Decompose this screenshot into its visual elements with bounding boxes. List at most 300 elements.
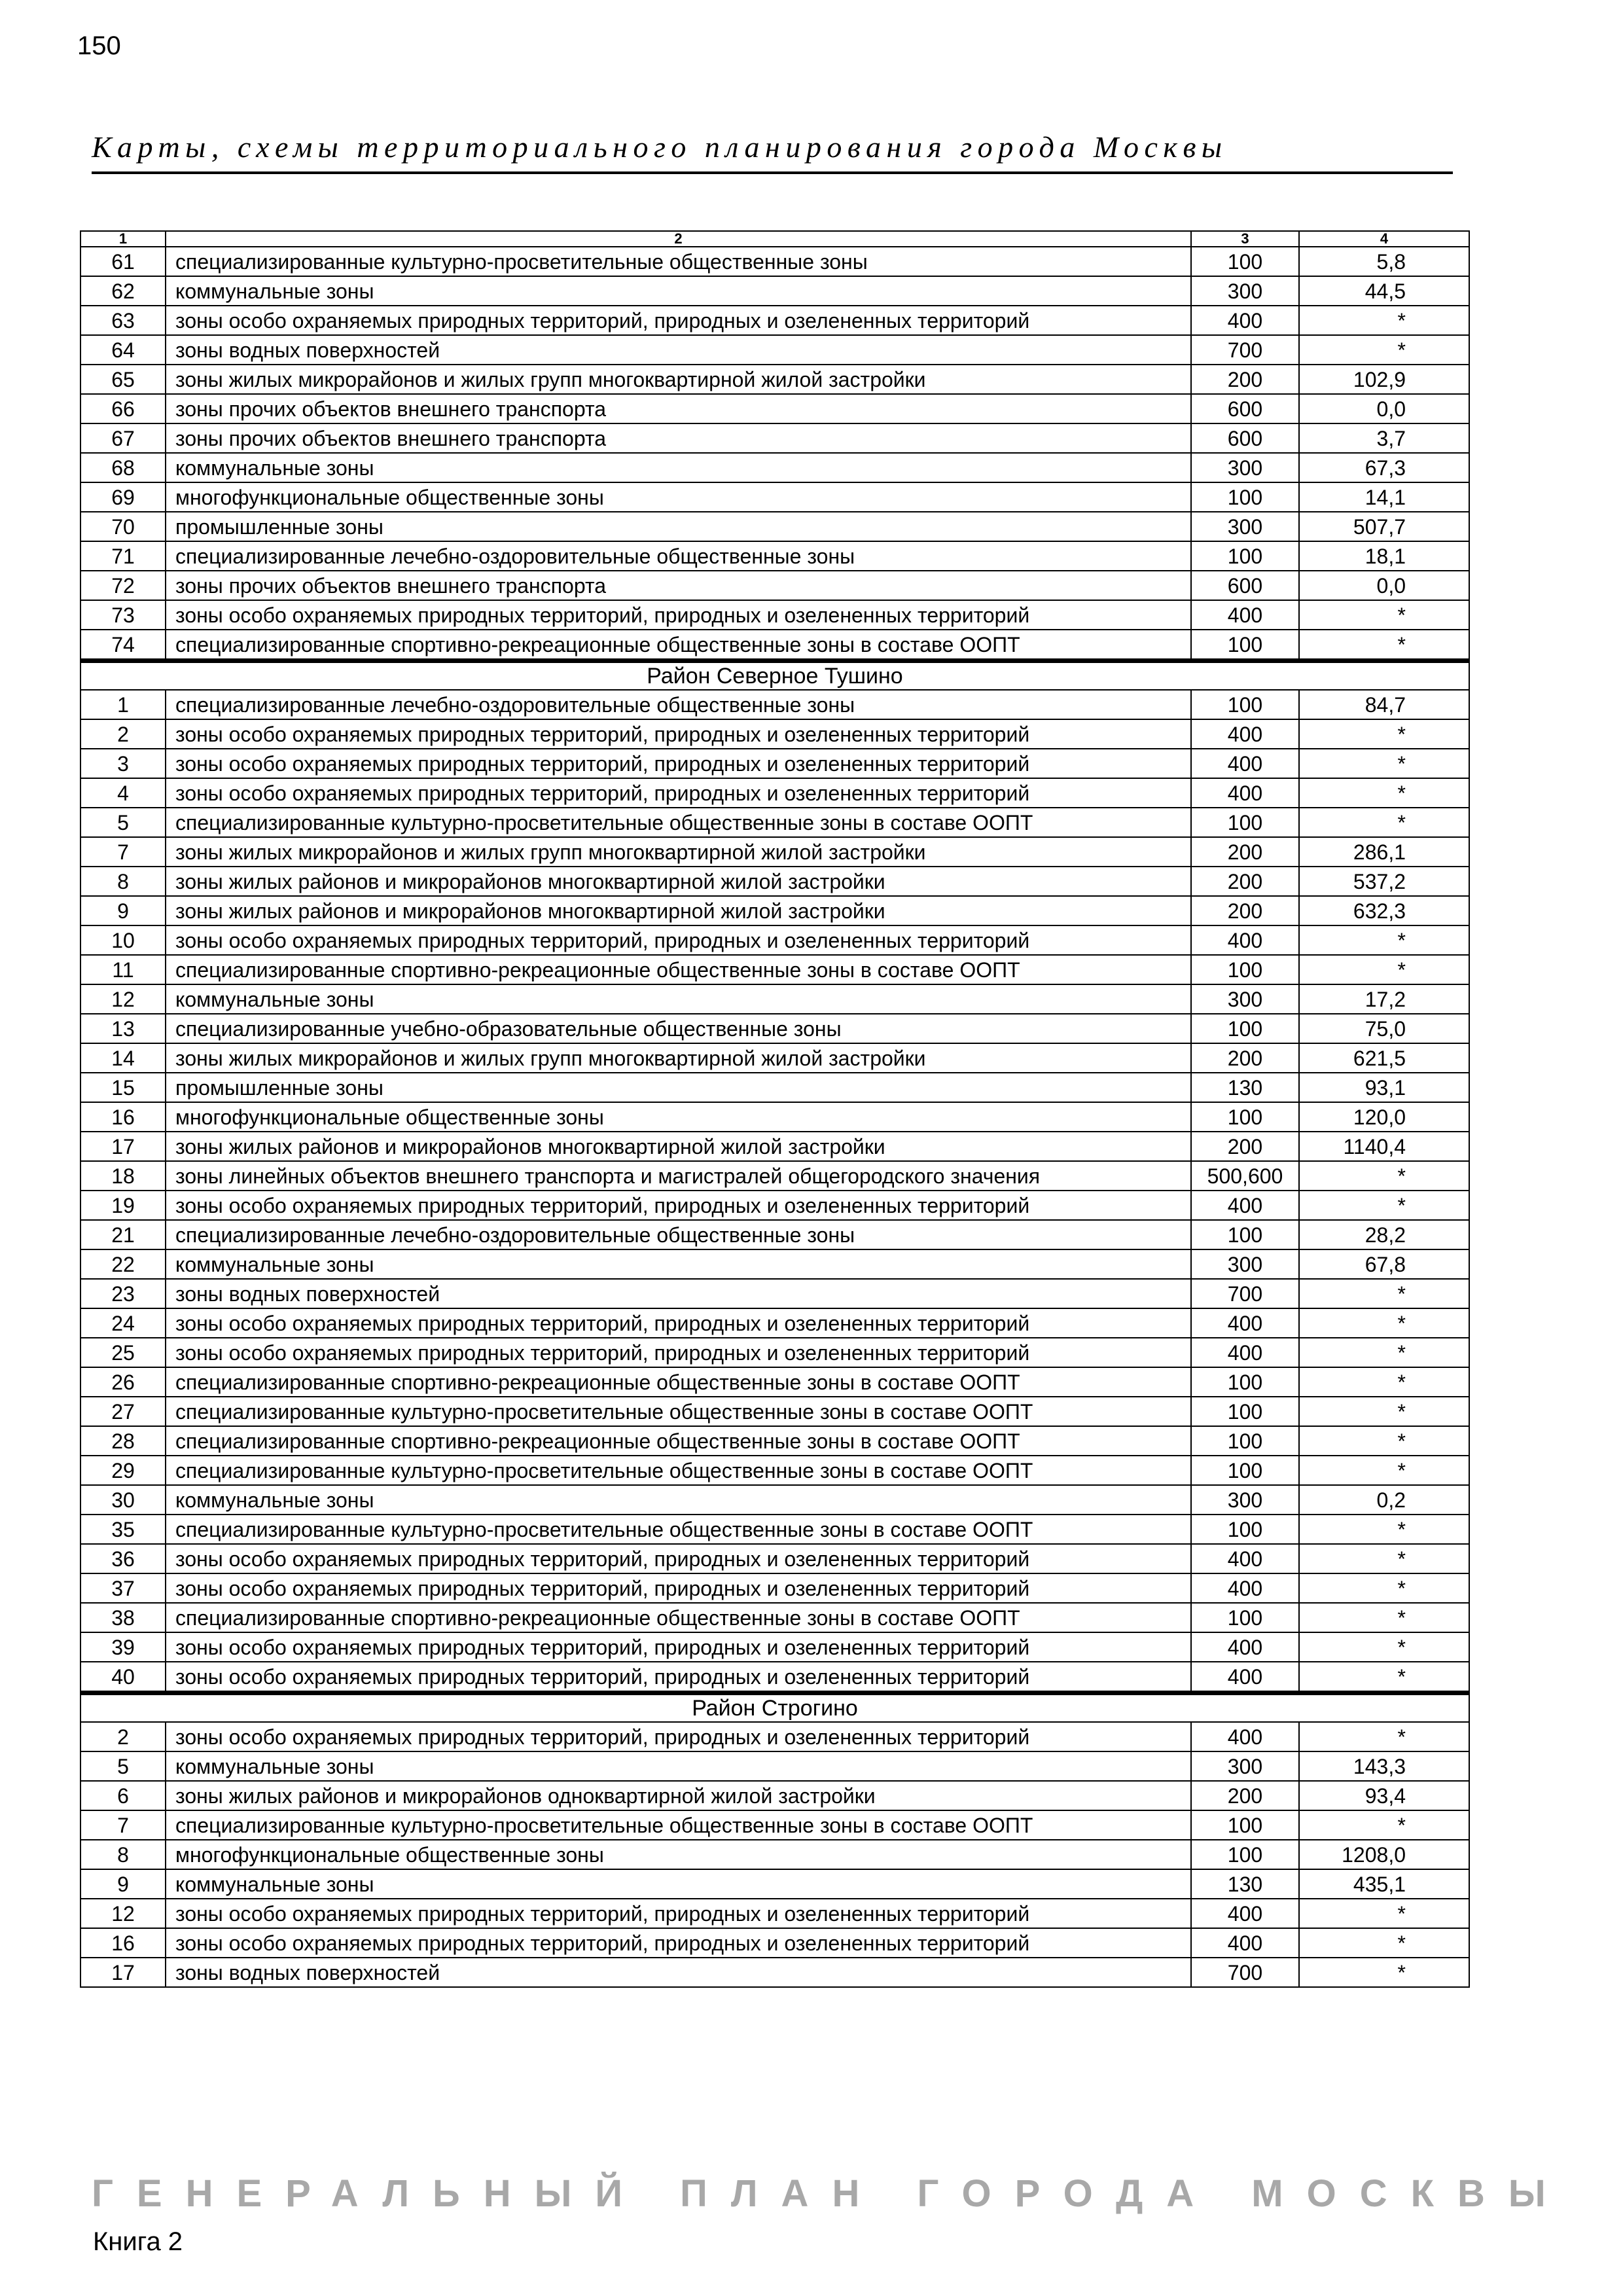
zone-code-cell: 200 bbox=[1191, 1043, 1299, 1073]
zone-area-cell: * bbox=[1299, 1338, 1469, 1367]
zone-type-cell: коммунальные зоны bbox=[166, 984, 1191, 1014]
table-row bbox=[80, 1249, 1469, 1279]
zone-area-cell: 93,4 bbox=[1299, 1781, 1469, 1810]
zone-code-cell: 100 bbox=[1191, 1456, 1299, 1485]
zone-code-cell: 100 bbox=[1191, 1810, 1299, 1840]
zone-code-cell: 700 bbox=[1191, 335, 1299, 365]
table-row bbox=[80, 808, 1469, 837]
zone-area-cell: 0,0 bbox=[1299, 394, 1469, 423]
zone-number-cell: 13 bbox=[80, 1014, 166, 1043]
table-row bbox=[80, 335, 1469, 365]
zone-code-cell: 200 bbox=[1191, 365, 1299, 394]
zone-area-cell: * bbox=[1299, 1899, 1469, 1928]
zone-number-cell: 3 bbox=[80, 749, 166, 778]
zone-number-cell: 12 bbox=[80, 984, 166, 1014]
zone-type-cell: промышленные зоны bbox=[166, 1073, 1191, 1102]
zone-code-cell: 100 bbox=[1191, 955, 1299, 984]
zone-code-cell: 100 bbox=[1191, 808, 1299, 837]
table-row bbox=[80, 247, 1469, 276]
zone-area-cell: * bbox=[1299, 749, 1469, 778]
zone-number-cell: 72 bbox=[80, 571, 166, 600]
zone-code-cell: 300 bbox=[1191, 453, 1299, 482]
table-row bbox=[80, 541, 1469, 571]
zone-number-cell: 12 bbox=[80, 1899, 166, 1928]
zone-area-cell: * bbox=[1299, 1308, 1469, 1338]
zone-code-cell: 400 bbox=[1191, 1899, 1299, 1928]
zone-code-cell: 100 bbox=[1191, 630, 1299, 661]
zone-number-cell: 39 bbox=[80, 1632, 166, 1662]
table-row bbox=[80, 1397, 1469, 1426]
table-row bbox=[80, 1102, 1469, 1132]
zone-number-cell: 61 bbox=[80, 247, 166, 276]
zone-area-cell: * bbox=[1299, 1573, 1469, 1603]
zones-table bbox=[80, 230, 1470, 1988]
zone-area-cell: 435,1 bbox=[1299, 1869, 1469, 1899]
zone-area-cell: * bbox=[1299, 1279, 1469, 1308]
table-row bbox=[80, 276, 1469, 306]
table-row bbox=[80, 1781, 1469, 1810]
column-header: 3 bbox=[1191, 231, 1299, 247]
zone-type-cell: специализированные спортивно-рекреационные общественные зоны в составе ООПТ bbox=[166, 630, 1191, 661]
table-row bbox=[80, 1632, 1469, 1662]
zone-number-cell: 22 bbox=[80, 1249, 166, 1279]
column-header: 2 bbox=[166, 231, 1191, 247]
zone-area-cell: 18,1 bbox=[1299, 541, 1469, 571]
zone-area-cell: * bbox=[1299, 630, 1469, 661]
table-row bbox=[80, 749, 1469, 778]
table-row bbox=[80, 1014, 1469, 1043]
zone-type-cell: коммунальные зоны bbox=[166, 1249, 1191, 1279]
table-row bbox=[80, 1161, 1469, 1191]
zone-number-cell: 24 bbox=[80, 1308, 166, 1338]
zone-type-cell: зоны прочих объектов внешнего транспорта bbox=[166, 394, 1191, 423]
zone-code-cell: 600 bbox=[1191, 394, 1299, 423]
zone-area-cell: 286,1 bbox=[1299, 837, 1469, 867]
zone-area-cell: 3,7 bbox=[1299, 423, 1469, 453]
table-row bbox=[80, 1456, 1469, 1485]
zone-type-cell: зоны прочих объектов внешнего транспорта bbox=[166, 423, 1191, 453]
zone-area-cell: 67,8 bbox=[1299, 1249, 1469, 1279]
table-row bbox=[80, 1191, 1469, 1220]
title-rule bbox=[92, 171, 1453, 174]
zone-type-cell: зоны линейных объектов внешнего транспорта и магистралей общегородского значения bbox=[166, 1161, 1191, 1191]
zone-number-cell: 5 bbox=[80, 1751, 166, 1781]
zone-number-cell: 14 bbox=[80, 1043, 166, 1073]
table-row bbox=[80, 984, 1469, 1014]
zone-code-cell: 100 bbox=[1191, 1397, 1299, 1426]
zone-code-cell: 400 bbox=[1191, 1722, 1299, 1751]
zone-type-cell: многофункциональные общественные зоны bbox=[166, 482, 1191, 512]
district-title: Район Северное Тушино bbox=[80, 661, 1469, 691]
zone-code-cell: 400 bbox=[1191, 1632, 1299, 1662]
table-row bbox=[80, 1810, 1469, 1840]
zone-area-cell: 67,3 bbox=[1299, 453, 1469, 482]
zone-type-cell: специализированные лечебно-оздоровительные общественные зоны bbox=[166, 541, 1191, 571]
zone-code-cell: 100 bbox=[1191, 1840, 1299, 1869]
zone-number-cell: 67 bbox=[80, 423, 166, 453]
zone-number-cell: 7 bbox=[80, 837, 166, 867]
table-row bbox=[80, 1279, 1469, 1308]
zone-code-cell: 400 bbox=[1191, 600, 1299, 630]
zone-number-cell: 11 bbox=[80, 955, 166, 984]
zone-code-cell: 400 bbox=[1191, 1308, 1299, 1338]
zone-number-cell: 40 bbox=[80, 1662, 166, 1693]
zone-number-cell: 70 bbox=[80, 512, 166, 541]
zone-number-cell: 66 bbox=[80, 394, 166, 423]
zone-code-cell: 400 bbox=[1191, 1573, 1299, 1603]
zone-area-cell: * bbox=[1299, 335, 1469, 365]
zone-type-cell: многофункциональные общественные зоны bbox=[166, 1102, 1191, 1132]
zone-area-cell: * bbox=[1299, 1456, 1469, 1485]
zone-number-cell: 30 bbox=[80, 1485, 166, 1515]
district-title: Район Строгино bbox=[80, 1693, 1469, 1723]
district-section-row bbox=[80, 1693, 1469, 1723]
zone-code-cell: 400 bbox=[1191, 925, 1299, 955]
zone-type-cell: специализированные спортивно-рекреационные общественные зоны в составе ООПТ bbox=[166, 955, 1191, 984]
zone-code-cell: 300 bbox=[1191, 1249, 1299, 1279]
zone-area-cell: * bbox=[1299, 1397, 1469, 1426]
zone-area-cell: 1208,0 bbox=[1299, 1840, 1469, 1869]
zone-code-cell: 100 bbox=[1191, 690, 1299, 719]
zone-type-cell: специализированные культурно-просветительные общественные зоны в составе ООПТ bbox=[166, 1397, 1191, 1426]
zone-number-cell: 69 bbox=[80, 482, 166, 512]
zone-type-cell: зоны особо охраняемых природных территорий, природных и озелененных территорий bbox=[166, 925, 1191, 955]
zone-number-cell: 65 bbox=[80, 365, 166, 394]
table-row bbox=[80, 1928, 1469, 1958]
table-row bbox=[80, 778, 1469, 808]
zone-area-cell: * bbox=[1299, 1632, 1469, 1662]
zone-area-cell: 44,5 bbox=[1299, 276, 1469, 306]
zone-area-cell: 537,2 bbox=[1299, 867, 1469, 896]
zone-number-cell: 16 bbox=[80, 1102, 166, 1132]
zone-number-cell: 8 bbox=[80, 867, 166, 896]
zone-type-cell: зоны особо охраняемых природных территорий, природных и озелененных территорий bbox=[166, 1662, 1191, 1693]
zone-area-cell: * bbox=[1299, 600, 1469, 630]
zone-area-cell: * bbox=[1299, 1191, 1469, 1220]
zone-type-cell: специализированные культурно-просветительные общественные зоны в составе ООПТ bbox=[166, 1810, 1191, 1840]
zone-code-cell: 400 bbox=[1191, 778, 1299, 808]
zone-code-cell: 400 bbox=[1191, 1338, 1299, 1367]
zones-table-container bbox=[80, 230, 1469, 1988]
table-row bbox=[80, 896, 1469, 925]
zone-number-cell: 27 bbox=[80, 1397, 166, 1426]
zone-type-cell: многофункциональные общественные зоны bbox=[166, 1840, 1191, 1869]
zone-type-cell: зоны жилых микрорайонов и жилых групп многоквартирной жилой застройки bbox=[166, 837, 1191, 867]
page-number: 150 bbox=[77, 31, 121, 60]
zone-number-cell: 73 bbox=[80, 600, 166, 630]
zone-type-cell: зоны особо охраняемых природных территорий, природных и озелененных территорий bbox=[166, 719, 1191, 749]
table-row bbox=[80, 867, 1469, 896]
table-row bbox=[80, 1485, 1469, 1515]
zone-number-cell: 17 bbox=[80, 1958, 166, 1987]
zone-number-cell: 68 bbox=[80, 453, 166, 482]
zone-area-cell: * bbox=[1299, 719, 1469, 749]
zone-type-cell: промышленные зоны bbox=[166, 512, 1191, 541]
zone-number-cell: 28 bbox=[80, 1426, 166, 1456]
zone-number-cell: 37 bbox=[80, 1573, 166, 1603]
zone-type-cell: зоны особо охраняемых природных территорий, природных и озелененных территорий bbox=[166, 1338, 1191, 1367]
zone-type-cell: зоны особо охраняемых природных территорий, природных и озелененных территорий bbox=[166, 306, 1191, 335]
zone-type-cell: зоны особо охраняемых природных территорий, природных и озелененных территорий bbox=[166, 778, 1191, 808]
zone-number-cell: 74 bbox=[80, 630, 166, 661]
zone-type-cell: зоны прочих объектов внешнего транспорта bbox=[166, 571, 1191, 600]
zone-area-cell: * bbox=[1299, 1928, 1469, 1958]
zone-number-cell: 35 bbox=[80, 1515, 166, 1544]
zone-code-cell: 100 bbox=[1191, 1603, 1299, 1632]
zone-number-cell: 23 bbox=[80, 1279, 166, 1308]
zone-area-cell: 143,3 bbox=[1299, 1751, 1469, 1781]
zone-type-cell: специализированные культурно-просветительные общественные зоны в составе ООПТ bbox=[166, 808, 1191, 837]
zone-code-cell: 130 bbox=[1191, 1869, 1299, 1899]
table-row bbox=[80, 1869, 1469, 1899]
zone-type-cell: зоны водных поверхностей bbox=[166, 1958, 1191, 1987]
zone-area-cell: * bbox=[1299, 1722, 1469, 1751]
zone-type-cell: специализированные спортивно-рекреационные общественные зоны в составе ООПТ bbox=[166, 1367, 1191, 1397]
zone-area-cell: * bbox=[1299, 1603, 1469, 1632]
zone-type-cell: зоны жилых микрорайонов и жилых групп многоквартирной жилой застройки bbox=[166, 1043, 1191, 1073]
zone-number-cell: 9 bbox=[80, 896, 166, 925]
footer-book-label: Книга 2 bbox=[93, 2227, 183, 2256]
zone-area-cell: * bbox=[1299, 1161, 1469, 1191]
zone-code-cell: 300 bbox=[1191, 1751, 1299, 1781]
table-row bbox=[80, 1603, 1469, 1632]
table-row bbox=[80, 1751, 1469, 1781]
zone-number-cell: 1 bbox=[80, 690, 166, 719]
zone-type-cell: зоны жилых микрорайонов и жилых групп многоквартирной жилой застройки bbox=[166, 365, 1191, 394]
zone-area-cell: * bbox=[1299, 808, 1469, 837]
zone-type-cell: зоны особо охраняемых природных территорий, природных и озелененных территорий bbox=[166, 1544, 1191, 1573]
zone-code-cell: 400 bbox=[1191, 719, 1299, 749]
zone-type-cell: зоны особо охраняемых природных территорий, природных и озелененных территорий bbox=[166, 1308, 1191, 1338]
zone-type-cell: зоны особо охраняемых природных территорий, природных и озелененных территорий bbox=[166, 1722, 1191, 1751]
zone-type-cell: зоны особо охраняемых природных территорий, природных и озелененных территорий bbox=[166, 1928, 1191, 1958]
zone-code-cell: 100 bbox=[1191, 1367, 1299, 1397]
zone-area-cell: 621,5 bbox=[1299, 1043, 1469, 1073]
zone-area-cell: * bbox=[1299, 306, 1469, 335]
zone-area-cell: * bbox=[1299, 778, 1469, 808]
zone-type-cell: зоны водных поверхностей bbox=[166, 1279, 1191, 1308]
zone-type-cell: коммунальные зоны bbox=[166, 1751, 1191, 1781]
zone-code-cell: 600 bbox=[1191, 423, 1299, 453]
zone-number-cell: 29 bbox=[80, 1456, 166, 1485]
table-row bbox=[80, 1073, 1469, 1102]
zone-type-cell: зоны жилых районов и микрорайонов одноквартирной жилой застройки bbox=[166, 1781, 1191, 1810]
zone-type-cell: зоны особо охраняемых природных территорий, природных и озелененных территорий bbox=[166, 749, 1191, 778]
zone-area-cell: 507,7 bbox=[1299, 512, 1469, 541]
zone-code-cell: 200 bbox=[1191, 896, 1299, 925]
zone-code-cell: 100 bbox=[1191, 1014, 1299, 1043]
zone-area-cell: * bbox=[1299, 955, 1469, 984]
table-row bbox=[80, 453, 1469, 482]
zone-area-cell: 120,0 bbox=[1299, 1102, 1469, 1132]
zone-number-cell: 17 bbox=[80, 1132, 166, 1161]
zone-area-cell: * bbox=[1299, 1426, 1469, 1456]
zone-type-cell: специализированные культурно-просветительные общественные зоны в составе ООПТ bbox=[166, 1515, 1191, 1544]
zone-area-cell: * bbox=[1299, 1958, 1469, 1987]
table-row bbox=[80, 1544, 1469, 1573]
zone-code-cell: 700 bbox=[1191, 1279, 1299, 1308]
table-row bbox=[80, 1958, 1469, 1987]
column-header: 4 bbox=[1299, 231, 1469, 247]
zone-number-cell: 26 bbox=[80, 1367, 166, 1397]
zone-type-cell: коммунальные зоны bbox=[166, 453, 1191, 482]
zone-number-cell: 2 bbox=[80, 719, 166, 749]
table-row bbox=[80, 512, 1469, 541]
zone-type-cell: зоны водных поверхностей bbox=[166, 335, 1191, 365]
zone-code-cell: 200 bbox=[1191, 1781, 1299, 1810]
table-row bbox=[80, 1899, 1469, 1928]
zone-type-cell: специализированные культурно-просветительные общественные зоны в составе ООПТ bbox=[166, 1456, 1191, 1485]
zone-area-cell: 93,1 bbox=[1299, 1073, 1469, 1102]
zone-area-cell: 75,0 bbox=[1299, 1014, 1469, 1043]
zone-type-cell: зоны особо охраняемых природных территорий, природных и озелененных территорий bbox=[166, 1573, 1191, 1603]
zone-type-cell: специализированные спортивно-рекреационные общественные зоны в составе ООПТ bbox=[166, 1603, 1191, 1632]
table-row bbox=[80, 630, 1469, 661]
table-body bbox=[80, 247, 1469, 1987]
table-row bbox=[80, 1722, 1469, 1751]
table-row bbox=[80, 1426, 1469, 1456]
table-row bbox=[80, 719, 1469, 749]
zone-code-cell: 400 bbox=[1191, 1544, 1299, 1573]
zone-code-cell: 400 bbox=[1191, 749, 1299, 778]
table-row bbox=[80, 1662, 1469, 1693]
zone-type-cell: специализированные спортивно-рекреационные общественные зоны в составе ООПТ bbox=[166, 1426, 1191, 1456]
zone-type-cell: коммунальные зоны bbox=[166, 1869, 1191, 1899]
zone-area-cell: * bbox=[1299, 1515, 1469, 1544]
table-row bbox=[80, 1338, 1469, 1367]
table-row bbox=[80, 306, 1469, 335]
zone-number-cell: 64 bbox=[80, 335, 166, 365]
zone-type-cell: специализированные лечебно-оздоровительные общественные зоны bbox=[166, 1220, 1191, 1249]
table-row bbox=[80, 365, 1469, 394]
zone-area-cell: 1140,4 bbox=[1299, 1132, 1469, 1161]
zone-number-cell: 6 bbox=[80, 1781, 166, 1810]
zone-code-cell: 400 bbox=[1191, 1928, 1299, 1958]
running-title: Карты, схемы территориального планирования города Москвы bbox=[92, 130, 1228, 164]
zone-code-cell: 100 bbox=[1191, 541, 1299, 571]
zone-area-cell: 17,2 bbox=[1299, 984, 1469, 1014]
zone-code-cell: 400 bbox=[1191, 306, 1299, 335]
zone-number-cell: 10 bbox=[80, 925, 166, 955]
table-row bbox=[80, 571, 1469, 600]
zone-type-cell: зоны особо охраняемых природных территорий, природных и озелененных территорий bbox=[166, 600, 1191, 630]
zone-code-cell: 600 bbox=[1191, 571, 1299, 600]
zone-type-cell: коммунальные зоны bbox=[166, 1485, 1191, 1515]
table-row bbox=[80, 1132, 1469, 1161]
zone-type-cell: коммунальные зоны bbox=[166, 276, 1191, 306]
zone-number-cell: 63 bbox=[80, 306, 166, 335]
zone-area-cell: * bbox=[1299, 925, 1469, 955]
zone-code-cell: 200 bbox=[1191, 837, 1299, 867]
table-row bbox=[80, 600, 1469, 630]
zone-number-cell: 71 bbox=[80, 541, 166, 571]
table-row bbox=[80, 482, 1469, 512]
zone-area-cell: 632,3 bbox=[1299, 896, 1469, 925]
table-row bbox=[80, 690, 1469, 719]
table-row bbox=[80, 1515, 1469, 1544]
column-header: 1 bbox=[80, 231, 166, 247]
zone-number-cell: 15 bbox=[80, 1073, 166, 1102]
zone-number-cell: 36 bbox=[80, 1544, 166, 1573]
table-row bbox=[80, 955, 1469, 984]
zone-number-cell: 5 bbox=[80, 808, 166, 837]
zone-type-cell: специализированные учебно-образовательные общественные зоны bbox=[166, 1014, 1191, 1043]
zone-number-cell: 19 bbox=[80, 1191, 166, 1220]
zone-number-cell: 4 bbox=[80, 778, 166, 808]
zone-code-cell: 100 bbox=[1191, 1515, 1299, 1544]
table-row bbox=[80, 837, 1469, 867]
zone-area-cell: * bbox=[1299, 1544, 1469, 1573]
zone-number-cell: 18 bbox=[80, 1161, 166, 1191]
zone-code-cell: 400 bbox=[1191, 1662, 1299, 1693]
zone-type-cell: зоны особо охраняемых природных территорий, природных и озелененных территорий bbox=[166, 1632, 1191, 1662]
table-header-row bbox=[80, 231, 1469, 247]
zone-code-cell: 100 bbox=[1191, 1102, 1299, 1132]
zone-code-cell: 130 bbox=[1191, 1073, 1299, 1102]
zone-code-cell: 300 bbox=[1191, 276, 1299, 306]
zone-area-cell: * bbox=[1299, 1367, 1469, 1397]
zone-type-cell: зоны жилых районов и микрорайонов многоквартирной жилой застройки bbox=[166, 1132, 1191, 1161]
zone-number-cell: 21 bbox=[80, 1220, 166, 1249]
table-row bbox=[80, 423, 1469, 453]
footer-plan-title: ГЕНЕРАЛЬНЫЙ ПЛАН ГОРОДА МОСКВЫ bbox=[92, 2172, 1569, 2215]
zone-area-cell: 0,2 bbox=[1299, 1485, 1469, 1515]
zone-type-cell: зоны жилых районов и микрорайонов многоквартирной жилой застройки bbox=[166, 867, 1191, 896]
zone-number-cell: 8 bbox=[80, 1840, 166, 1869]
zone-number-cell: 62 bbox=[80, 276, 166, 306]
zone-code-cell: 300 bbox=[1191, 512, 1299, 541]
zone-area-cell: 14,1 bbox=[1299, 482, 1469, 512]
zone-area-cell: 0,0 bbox=[1299, 571, 1469, 600]
zone-number-cell: 7 bbox=[80, 1810, 166, 1840]
table-row bbox=[80, 1043, 1469, 1073]
zone-type-cell: зоны особо охраняемых природных территорий, природных и озелененных территорий bbox=[166, 1899, 1191, 1928]
zone-area-cell: * bbox=[1299, 1662, 1469, 1693]
zone-number-cell: 25 bbox=[80, 1338, 166, 1367]
table-row bbox=[80, 1573, 1469, 1603]
zone-code-cell: 300 bbox=[1191, 1485, 1299, 1515]
table-row bbox=[80, 925, 1469, 955]
zone-code-cell: 100 bbox=[1191, 1426, 1299, 1456]
table-row bbox=[80, 1308, 1469, 1338]
zone-code-cell: 200 bbox=[1191, 867, 1299, 896]
zone-code-cell: 300 bbox=[1191, 984, 1299, 1014]
zone-number-cell: 38 bbox=[80, 1603, 166, 1632]
zone-area-cell: 28,2 bbox=[1299, 1220, 1469, 1249]
zone-area-cell: * bbox=[1299, 1810, 1469, 1840]
zone-code-cell: 400 bbox=[1191, 1191, 1299, 1220]
table-row bbox=[80, 1220, 1469, 1249]
zone-code-cell: 100 bbox=[1191, 247, 1299, 276]
zone-type-cell: специализированные культурно-просветительные общественные зоны bbox=[166, 247, 1191, 276]
zone-area-cell: 84,7 bbox=[1299, 690, 1469, 719]
zone-type-cell: специализированные лечебно-оздоровительные общественные зоны bbox=[166, 690, 1191, 719]
zone-area-cell: 102,9 bbox=[1299, 365, 1469, 394]
table-row bbox=[80, 1367, 1469, 1397]
zone-code-cell: 100 bbox=[1191, 482, 1299, 512]
zone-code-cell: 200 bbox=[1191, 1132, 1299, 1161]
zone-code-cell: 500,600 bbox=[1191, 1161, 1299, 1191]
zone-type-cell: зоны жилых районов и микрорайонов многоквартирной жилой застройки bbox=[166, 896, 1191, 925]
table-row bbox=[80, 1840, 1469, 1869]
zone-number-cell: 2 bbox=[80, 1722, 166, 1751]
district-section-row bbox=[80, 661, 1469, 691]
zone-number-cell: 16 bbox=[80, 1928, 166, 1958]
zone-code-cell: 100 bbox=[1191, 1220, 1299, 1249]
table-row bbox=[80, 394, 1469, 423]
zone-number-cell: 9 bbox=[80, 1869, 166, 1899]
zone-code-cell: 700 bbox=[1191, 1958, 1299, 1987]
